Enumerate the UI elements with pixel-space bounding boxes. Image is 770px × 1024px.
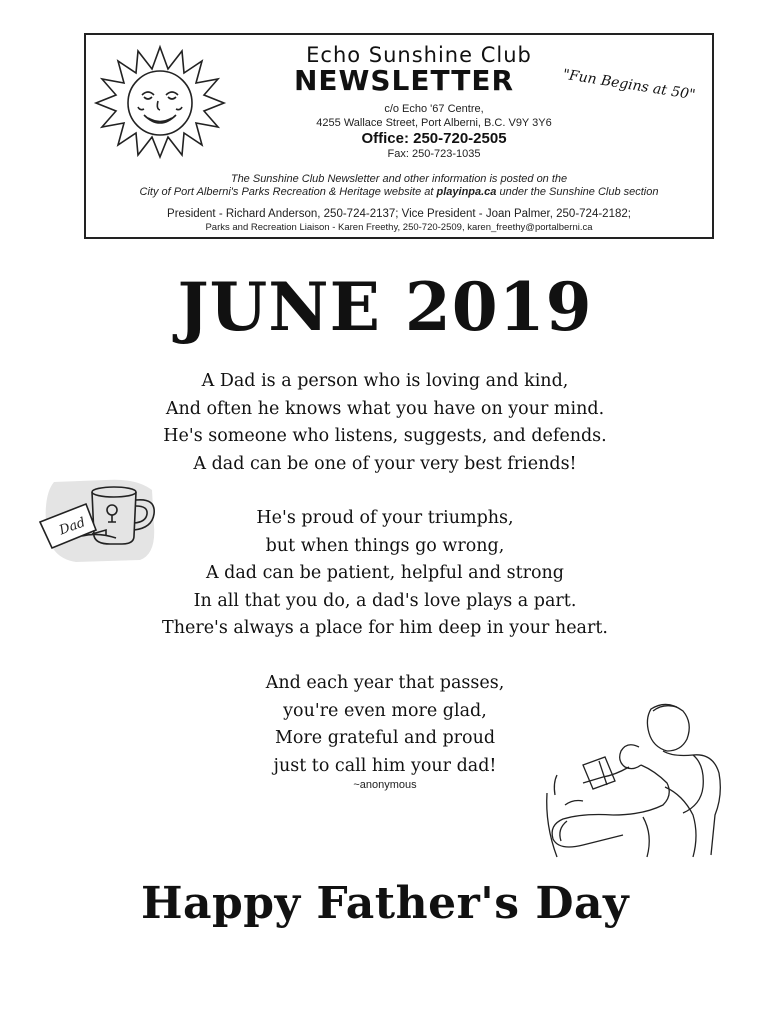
info-line-2-post: under the Sunshine Club section <box>496 186 659 198</box>
poem-line: In all that you do, a dad's love plays a part. <box>193 590 577 611</box>
fax-number: Fax: 250-723-1035 <box>387 148 481 160</box>
officers-line-1: President - Richard Anderson, 250-724-2137; Vice President - Joan Palmer, 250-724-2182; <box>167 208 631 220</box>
newsletter-header <box>84 33 714 239</box>
newsletter-title: NEWSLETTER <box>293 64 515 97</box>
tagline: "Fun Begins at 50" <box>561 66 697 104</box>
poem-stanza-1 <box>0 368 770 478</box>
poem-line: you're even more glad, <box>283 700 487 721</box>
info-line-2 <box>86 186 712 198</box>
poem-attribution: ~anonymous <box>353 779 417 791</box>
poem-line: A dad can be one of your very best friends! <box>193 453 577 474</box>
dad-card-label: Dad <box>57 515 88 539</box>
poem-line: but when things go wrong, <box>265 535 505 556</box>
website-link[interactable]: playinpa.ca <box>436 186 497 198</box>
poem-line: He's proud of your triumphs, <box>256 508 514 528</box>
poem-line: just to call him your dad! <box>273 755 497 776</box>
poem-line: A dad can be patient, helpful and strong <box>205 563 565 583</box>
poem-line: And each year that passes, <box>265 673 505 693</box>
club-name: Echo Sunshine Club <box>306 43 532 67</box>
poem-stanza-2 <box>0 505 770 643</box>
address-line-1: c/o Echo '67 Centre, <box>384 103 484 115</box>
month-title: JUNE 2019 <box>177 268 593 346</box>
poem-line: More grateful and proud <box>274 728 496 748</box>
poem-line: A Dad is a person who is loving and kind, <box>201 371 569 391</box>
office-phone: Office: 250-720-2505 <box>361 130 507 147</box>
poem-line: And often he knows what you have on your mind. <box>165 398 605 419</box>
happy-fathers-day-heading: Happy Father's Day <box>140 878 630 929</box>
poem-line: He's someone who listens, suggests, and defends. <box>163 426 607 446</box>
father-child-reading-illustration <box>543 695 723 860</box>
info-line-2-pre: City of Port Alberni's Parks Recreation & Heritage website at <box>139 186 437 198</box>
address-line-2: 4255 Wallace Street, Port Alberni, B.C. V9Y 3Y6 <box>316 117 552 129</box>
officers-line-2: Parks and Recreation Liaison - Karen Freethy, 250-720-2509, karen_freethy@portalberni.ca <box>205 222 593 233</box>
poem-line: There's always a place for him deep in your heart. <box>162 618 608 638</box>
info-line-1: The Sunshine Club Newsletter and other information is posted on the <box>230 173 568 185</box>
